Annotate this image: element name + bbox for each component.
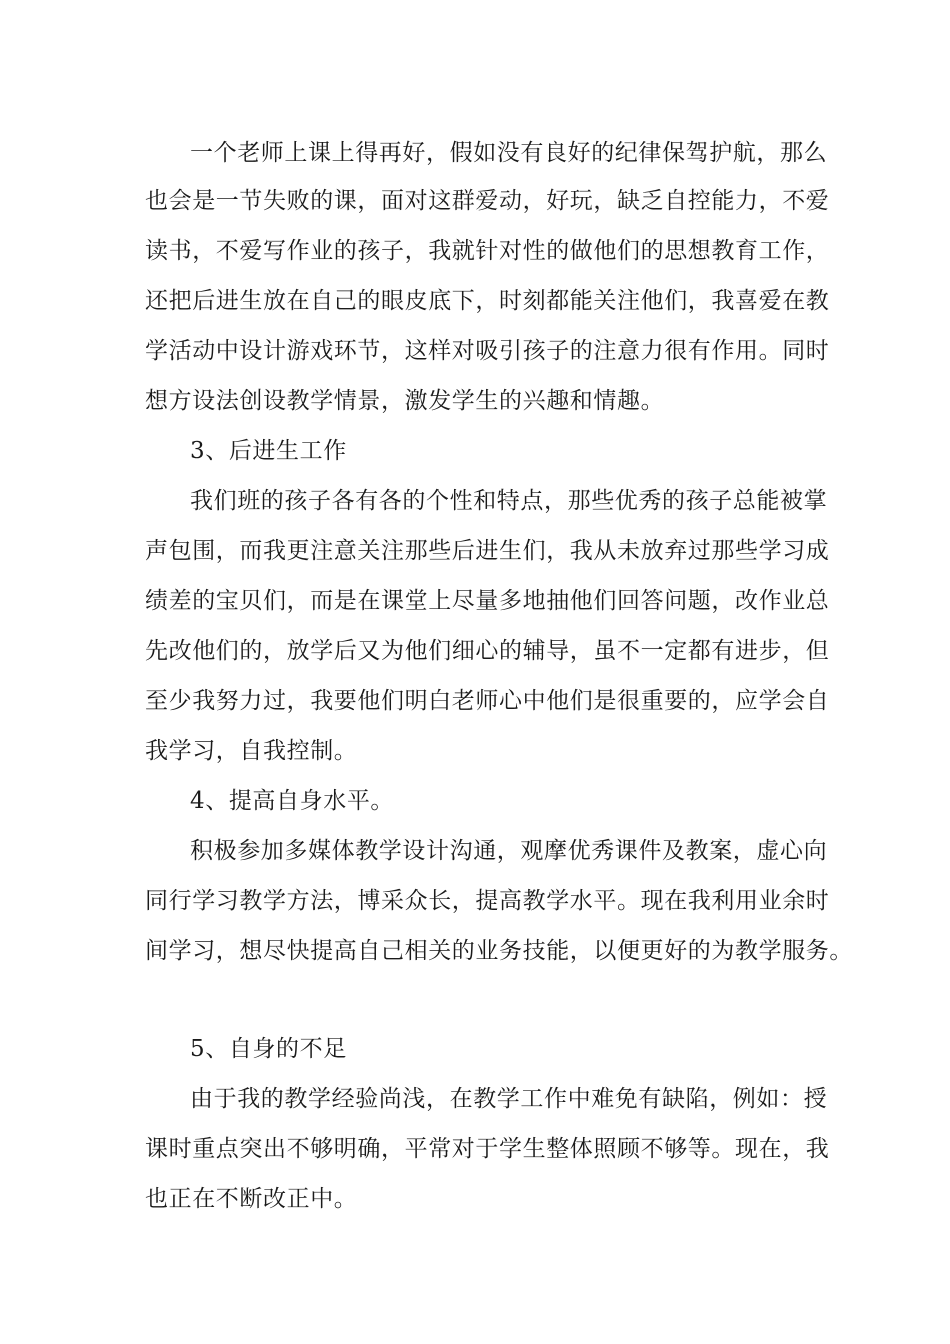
paragraph-3-line-6: 我学习，自我控制。 [145,738,358,764]
paragraph-1-line-6: 想方设法创设教学情景，激发学生的兴趣和情趣。 [145,388,665,414]
paragraph-1-line-1: 一个老师上课上得再好，假如没有良好的纪律保驾护航，那么 [190,140,828,166]
paragraph-3-line-3: 绩差的宝贝们，而是在课堂上尽量多地抽他们回答问题，改作业总 [145,588,830,614]
paragraph-5-line-3: 也正在不断改正中。 [145,1186,358,1212]
paragraph-4-line-1: 积极参加多媒体教学设计沟通，观摩优秀课件及教案，虚心向 [190,838,828,864]
paragraph-1-line-5: 学活动中设计游戏环节，这样对吸引孩子的注意力很有作用。同时 [145,338,830,364]
section-heading-3: 3、后进生工作 [190,438,347,464]
section-heading-5: 5、自身的不足 [190,1036,347,1062]
paragraph-1-line-4: 还把后进生放在自己的眼皮底下，时刻都能关注他们，我喜爱在教 [145,288,830,314]
paragraph-5-line-1: 由于我的教学经验尚浅，在教学工作中难免有缺陷，例如：授 [190,1086,828,1112]
paragraph-5-line-2: 课时重点突出不够明确，平常对于学生整体照顾不够等。现在，我 [145,1136,830,1162]
paragraph-3-line-2: 声包围，而我更注意关注那些后进生们，我从未放弃过那些学习成 [145,538,830,564]
paragraph-4-line-3: 间学习，想尽快提高自己相关的业务技能，以便更好的为教学服务。 [145,938,853,964]
section-heading-4: 4、提高自身水平。 [190,788,395,814]
paragraph-3-line-4: 先改他们的，放学后又为他们细心的辅导，虽不一定都有进步，但 [145,638,830,664]
paragraph-3-line-5: 至少我努力过，我要他们明白老师心中他们是很重要的，应学会自 [145,688,830,714]
paragraph-3-line-1: 我们班的孩子各有各的个性和特点，那些优秀的孩子总能被掌 [190,488,828,514]
paragraph-1-line-3: 读书，不爱写作业的孩子，我就针对性的做他们的思想教育工作， [145,238,830,264]
paragraph-4-line-2: 同行学习教学方法，博采众长，提高教学水平。现在我利用业余时 [145,888,830,914]
paragraph-1-line-2: 也会是一节失败的课，面对这群爱动，好玩，缺乏自控能力，不爱 [145,188,830,214]
